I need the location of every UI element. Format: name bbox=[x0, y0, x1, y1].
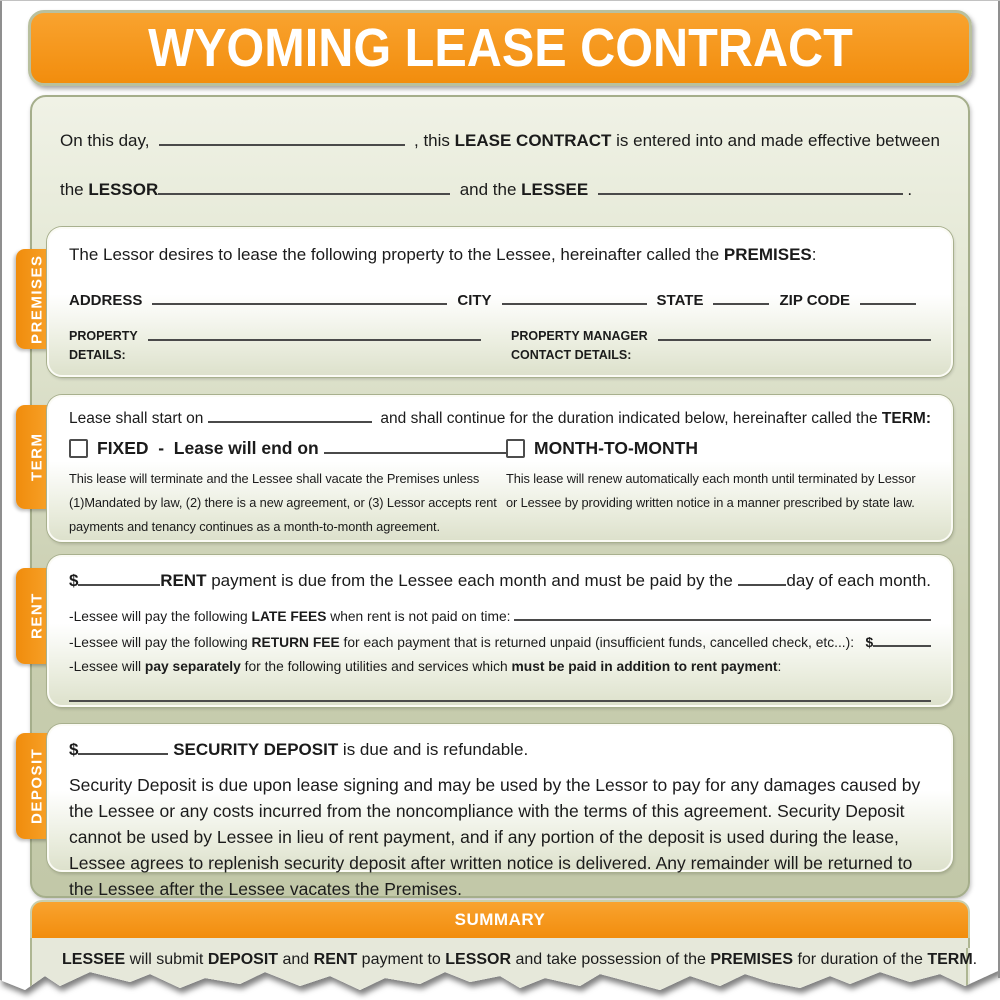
month-to-month-label: MONTH-TO-MONTH bbox=[534, 438, 698, 458]
manager-contact-group bbox=[511, 327, 931, 365]
deposit-amount-line: $ SECURITY DEPOSIT is due and is refundable. bbox=[69, 740, 529, 759]
term-intro-line: Lease shall start on and shall continue for the duration indicated below, hereinafter called the TERM: bbox=[69, 410, 931, 427]
blank-line[interactable] bbox=[324, 440, 514, 454]
page-title-bar bbox=[28, 10, 972, 86]
tab-premises: PREMISES bbox=[16, 249, 58, 349]
blank-line[interactable] bbox=[158, 181, 450, 195]
fixed-option-column bbox=[69, 438, 506, 539]
premises-details-row bbox=[69, 327, 931, 365]
state-label: STATE bbox=[656, 292, 704, 309]
zip-label: ZIP CODE bbox=[779, 292, 851, 309]
summary-bar bbox=[30, 900, 970, 938]
contract-body bbox=[30, 95, 970, 898]
rent-amount-line: $ RENT payment is due from the Lessee each month and must be paid by the day of each month. bbox=[69, 571, 931, 590]
premises-card bbox=[47, 227, 953, 377]
city-blank[interactable] bbox=[502, 291, 647, 305]
rent-card bbox=[47, 555, 953, 707]
property-details-label: PROPERTY DETAILS: bbox=[69, 329, 138, 362]
city-label: CITY bbox=[457, 292, 492, 309]
utilities-blank[interactable] bbox=[69, 700, 931, 702]
summary-title: SUMMARY bbox=[454, 910, 546, 929]
fixed-label: FIXED - Lease will end on bbox=[97, 438, 514, 459]
fixed-note bbox=[69, 467, 506, 539]
month-to-month-checkbox[interactable] bbox=[506, 439, 525, 458]
term-card bbox=[47, 395, 953, 542]
state-blank[interactable] bbox=[713, 291, 769, 305]
fixed-note-line: (1)Mandated by law, (2) there is a new agreement, or (3) Lessor accepts rent bbox=[69, 495, 497, 510]
fixed-option-row bbox=[69, 438, 506, 459]
month-to-month-column bbox=[506, 438, 931, 539]
mtm-note-line: This lease will renew automatically each month until terminated by Lessor bbox=[506, 471, 916, 486]
deposit-terms-paragraph: Security Deposit is due upon lease signing and may be used by the Lessor to pay for any damages caused by the Lessee or any costs incurred from the noncompliance with the terms of this agreement. Security Deposit cannot be used by Lessee in lieu of rent payment, and if any portion of the deposit is used during the lease, Lessee agrees to replenish security deposit after written notice is delivered. Any remainder will be returned to the Lessee after the Lessee vacates the Premises. bbox=[69, 775, 921, 899]
tab-rent: RENT bbox=[16, 568, 58, 664]
address-blank[interactable] bbox=[152, 291, 447, 305]
intro-line-2: the LESSOR and the LESSEE . bbox=[60, 180, 913, 199]
blank-line[interactable] bbox=[78, 741, 168, 755]
page-title: WYOMING LEASE CONTRACT bbox=[147, 18, 853, 78]
intro-section bbox=[60, 131, 940, 229]
deposit-card bbox=[47, 724, 953, 899]
tab-term: TERM bbox=[16, 405, 58, 509]
return-fee-line: -Lessee will pay the following RETURN FEE for each payment that is returned unpaid (insufficient funds, cancelled check, etc...): $ bbox=[69, 633, 931, 650]
intro-line-1: On this day, , this LEASE CONTRACT is entered into and made effective between bbox=[60, 131, 940, 150]
property-details-blank[interactable] bbox=[148, 327, 481, 341]
address-label: ADDRESS bbox=[69, 292, 143, 309]
month-to-month-note bbox=[506, 467, 931, 515]
manager-contact-label: PROPERTY MANAGER CONTACT DETAILS: bbox=[511, 329, 648, 362]
fixed-note-line: This lease will terminate and the Lessee shall vacate the Premises unless bbox=[69, 471, 480, 486]
month-to-month-row bbox=[506, 438, 931, 459]
property-details-group bbox=[69, 327, 481, 365]
premises-fields-row bbox=[69, 291, 931, 309]
blank-line[interactable] bbox=[78, 572, 160, 586]
blank-line[interactable] bbox=[159, 132, 405, 146]
late-fees-line: -Lessee will pay the following LATE FEES when rent is not paid on time: bbox=[69, 607, 931, 624]
fixed-note-line: payments and tenancy continues as a month-to-month agreement. bbox=[69, 519, 440, 534]
utilities-line: -Lessee will pay separately for the following utilities and services which must be paid in addition to rent payment : bbox=[69, 659, 782, 674]
zip-blank[interactable] bbox=[860, 291, 916, 305]
tab-deposit: DEPOSIT bbox=[16, 733, 58, 839]
page-left-border bbox=[0, 0, 2, 978]
fixed-checkbox[interactable] bbox=[69, 439, 88, 458]
summary-line: LESSEE will submit DEPOSIT and RENT payment to LESSOR and take possession of the PREMISES for duration of the TERM . bbox=[62, 951, 978, 968]
blank-line[interactable] bbox=[738, 572, 787, 586]
blank-line[interactable] bbox=[208, 409, 372, 423]
manager-contact-blank[interactable] bbox=[658, 327, 931, 341]
term-options bbox=[69, 438, 931, 539]
premises-heading: The Lessor desires to lease the following property to the Lessee, hereinafter called the PREMISES : bbox=[69, 245, 817, 264]
blank-line[interactable] bbox=[873, 633, 931, 647]
blank-line[interactable] bbox=[514, 607, 931, 621]
page-top-border bbox=[0, 0, 1000, 1]
mtm-note-line: or Lessee by providing written notice in a manner prescribed by state law. bbox=[506, 495, 915, 510]
blank-line[interactable] bbox=[598, 181, 903, 195]
